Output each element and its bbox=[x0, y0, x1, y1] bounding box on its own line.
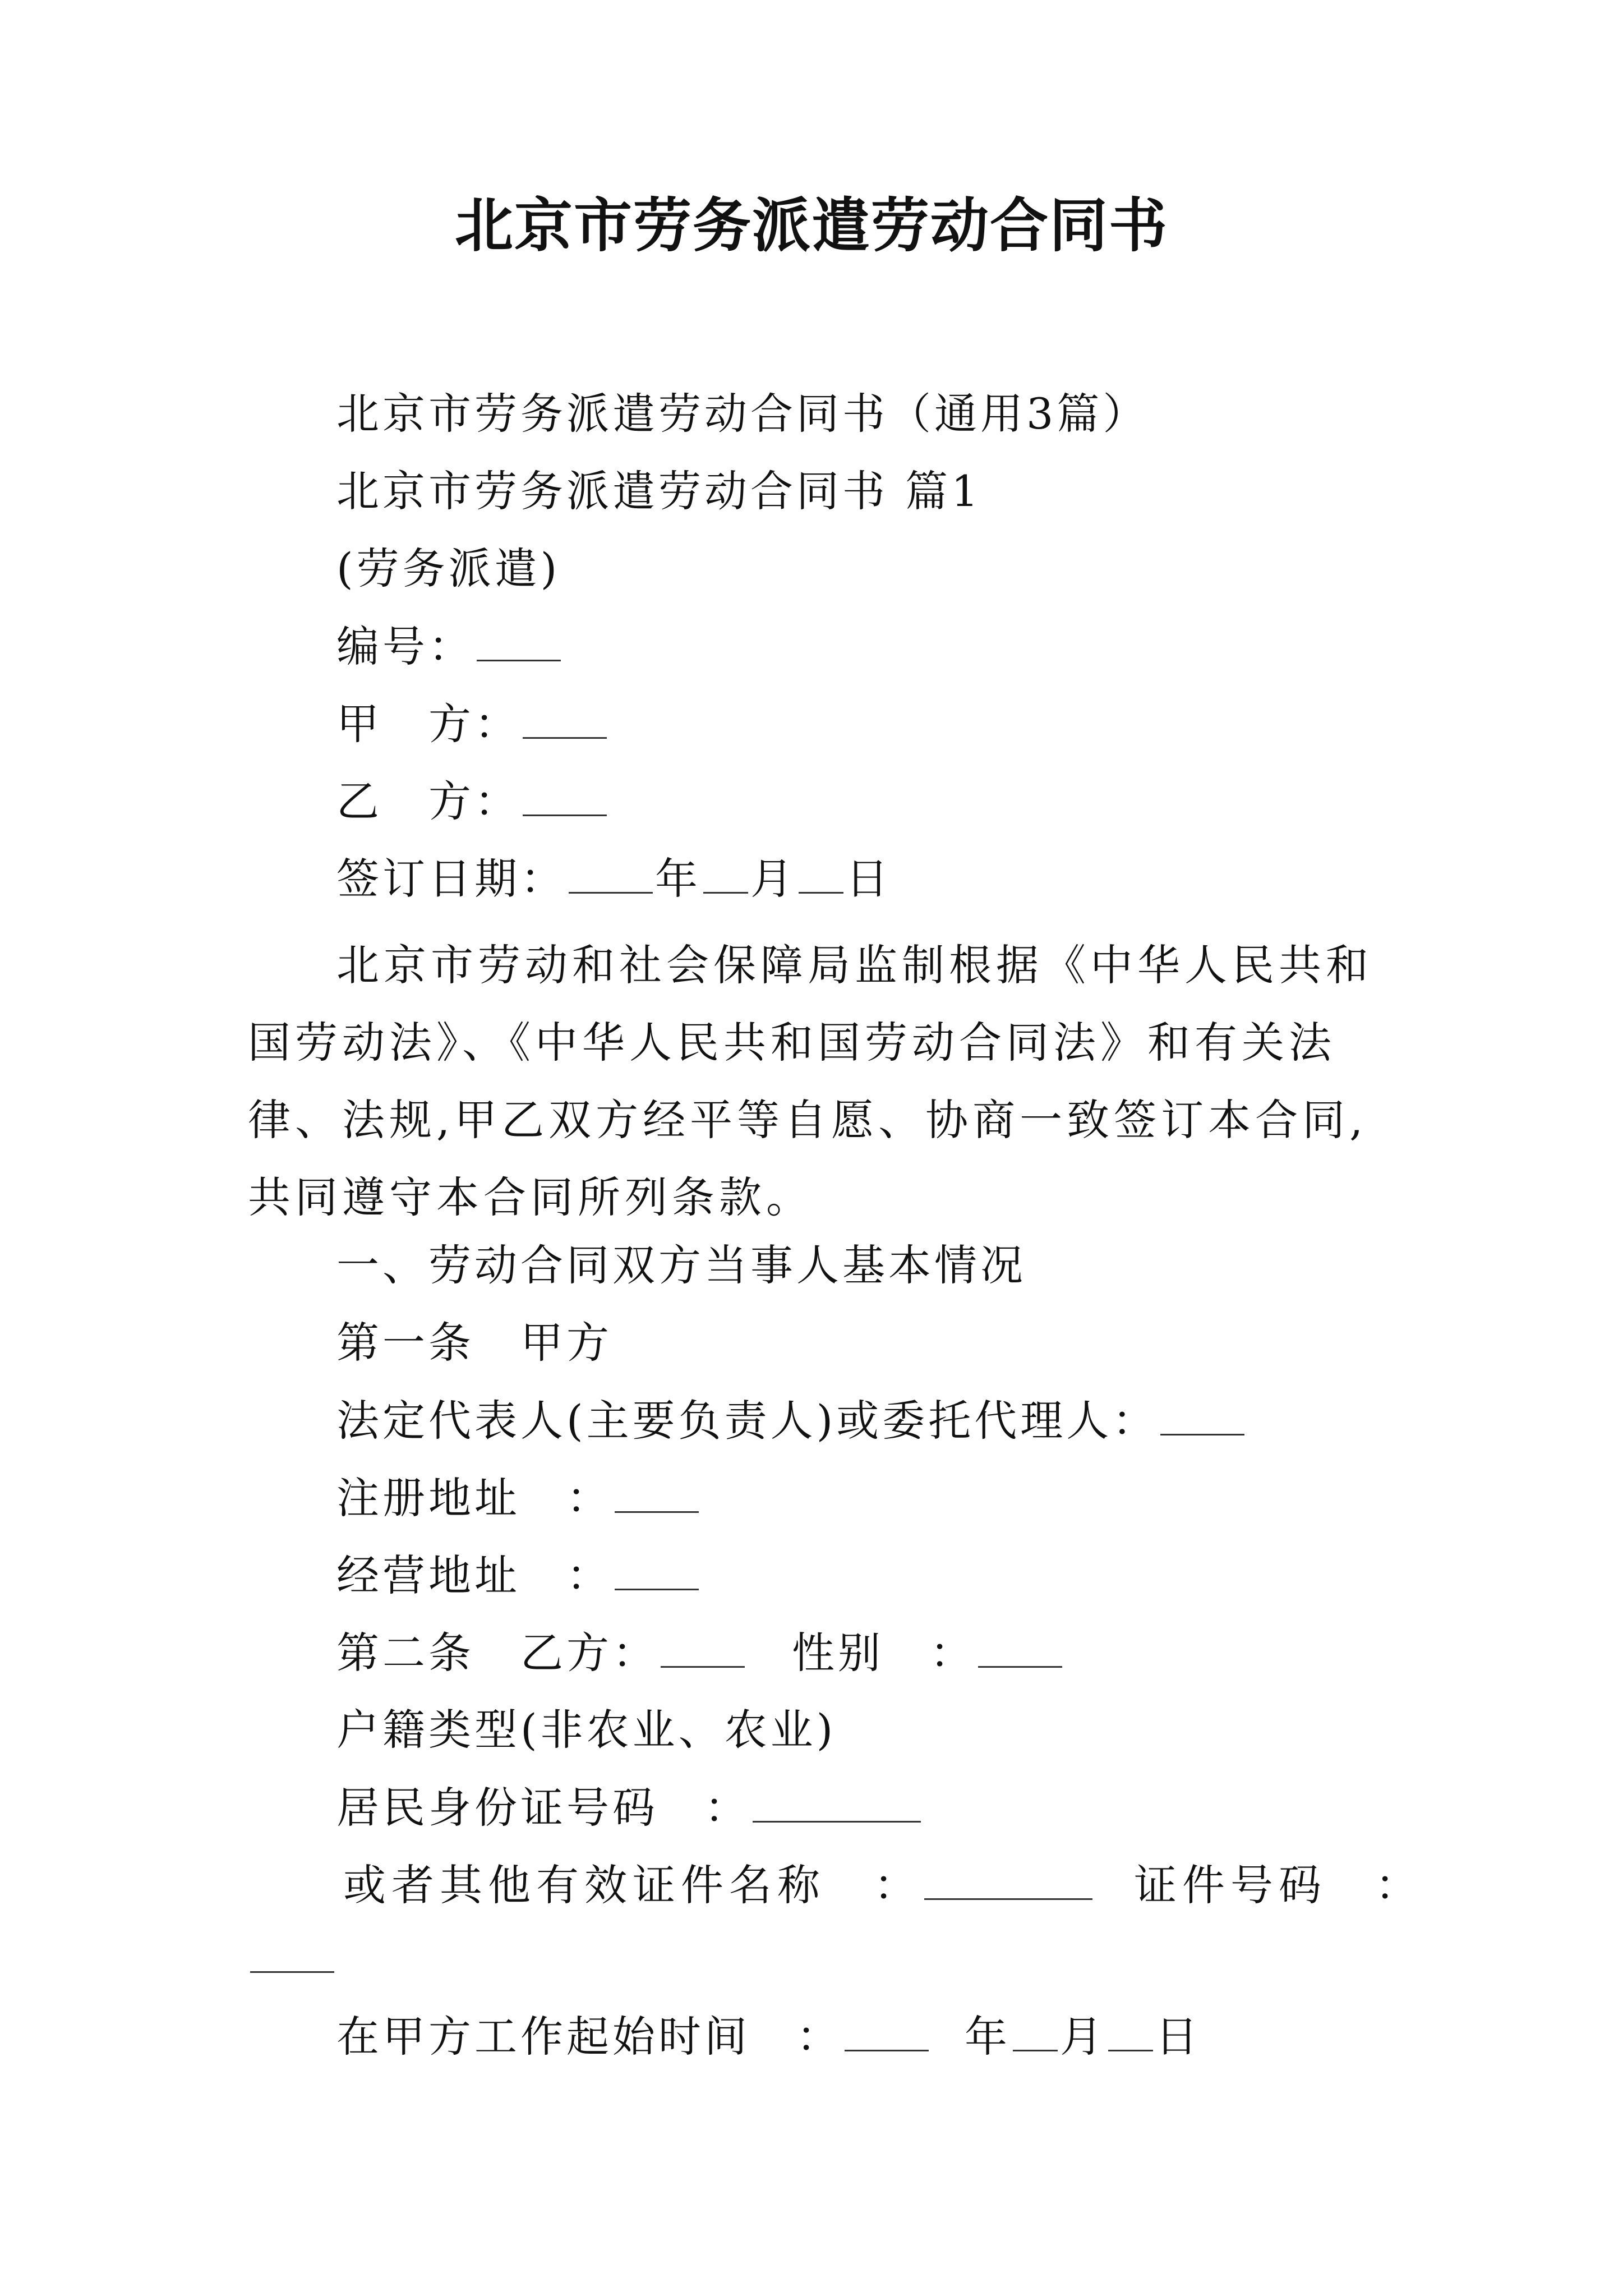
other-id-row bbox=[343, 1860, 1423, 1910]
article-one: 第一条 甲方 bbox=[336, 1318, 612, 1368]
id-number-label: 居民身份证号码 ： bbox=[336, 1783, 750, 1833]
gender-blank bbox=[978, 1631, 1062, 1668]
part-heading: 北京市劳务派遣劳动合同书 篇1 bbox=[336, 466, 982, 516]
sign-date-label: 签订日期： bbox=[336, 854, 566, 904]
start-time-row bbox=[336, 2012, 1201, 2062]
party-b-blank bbox=[523, 780, 607, 816]
month-label: 月 bbox=[750, 854, 796, 904]
start-year-blank bbox=[845, 2015, 929, 2051]
party-b-name-blank bbox=[661, 1631, 745, 1668]
party-a-row bbox=[336, 699, 609, 749]
other-id-name-blank bbox=[924, 1864, 1092, 1900]
subtitle: 北京市劳务派遣劳动合同书（通用3篇） bbox=[336, 389, 1149, 439]
business-address-blank bbox=[615, 1554, 699, 1590]
day-label: 日 bbox=[846, 854, 892, 904]
year-label: 年 bbox=[655, 854, 701, 904]
registered-address-label: 注册地址 ： bbox=[336, 1473, 612, 1523]
number-label: 编号： bbox=[336, 622, 474, 671]
start-day-blank bbox=[1108, 2015, 1153, 2051]
month-blank bbox=[703, 857, 748, 894]
legal-rep-row bbox=[336, 1396, 1247, 1446]
other-id-name-label: 或者其他有效证件名称 ： bbox=[343, 1860, 922, 1910]
intro-paragraph: 北京市劳动和社会保障局监制根据《中华人民共和国劳动法》、《中华人民共和国劳动合同法》和有关法律、法规,甲乙双方经平等自愿、协商一致签订本合同,共同遵守本合同所列条款。 bbox=[248, 940, 1373, 1222]
start-month-blank bbox=[1013, 2015, 1058, 2051]
party-b-row bbox=[336, 776, 609, 826]
business-address-label: 经营地址 ： bbox=[336, 1550, 612, 1600]
article-two-row bbox=[336, 1628, 1064, 1678]
year-blank bbox=[569, 857, 653, 894]
party-b-label: 乙 方： bbox=[336, 776, 520, 826]
number-row bbox=[336, 622, 563, 671]
other-id-number-label: 证件号码 ： bbox=[1134, 1860, 1423, 1910]
number-blank bbox=[477, 625, 561, 661]
registered-address-row bbox=[336, 1473, 701, 1523]
id-number-row bbox=[336, 1783, 923, 1833]
party-a-blank bbox=[523, 702, 607, 739]
day-blank bbox=[799, 857, 843, 894]
start-time-label: 在甲方工作起始时间 ： bbox=[336, 2012, 842, 2062]
party-a-label: 甲 方： bbox=[336, 699, 520, 749]
document-title: 北京市劳务派遣劳动合同书 bbox=[454, 191, 1168, 260]
type-note: (劳务派遣) bbox=[336, 544, 561, 593]
legal-rep-label: 法定代表人(主要负责人)或委托代理人： bbox=[336, 1396, 1159, 1446]
business-address-row bbox=[336, 1550, 701, 1600]
start-day-label: 日 bbox=[1155, 2012, 1201, 2062]
other-id-number-blank bbox=[250, 1936, 334, 1973]
household-type: 户籍类型(非农业、农业) bbox=[336, 1705, 837, 1755]
start-year-label: 年 bbox=[965, 2012, 1011, 2062]
other-id-number-blank-row bbox=[248, 1936, 336, 1980]
legal-rep-blank bbox=[1160, 1399, 1244, 1435]
registered-address-blank bbox=[615, 1476, 699, 1513]
article-two-label: 第二条 乙方： bbox=[336, 1628, 658, 1678]
gender-label: 性别 ： bbox=[792, 1628, 976, 1678]
section-one-heading: 一、劳动合同双方当事人基本情况 bbox=[336, 1240, 1026, 1290]
id-number-blank bbox=[753, 1786, 921, 1823]
start-month-label: 月 bbox=[1060, 2012, 1106, 2062]
sign-date-row bbox=[336, 854, 892, 904]
